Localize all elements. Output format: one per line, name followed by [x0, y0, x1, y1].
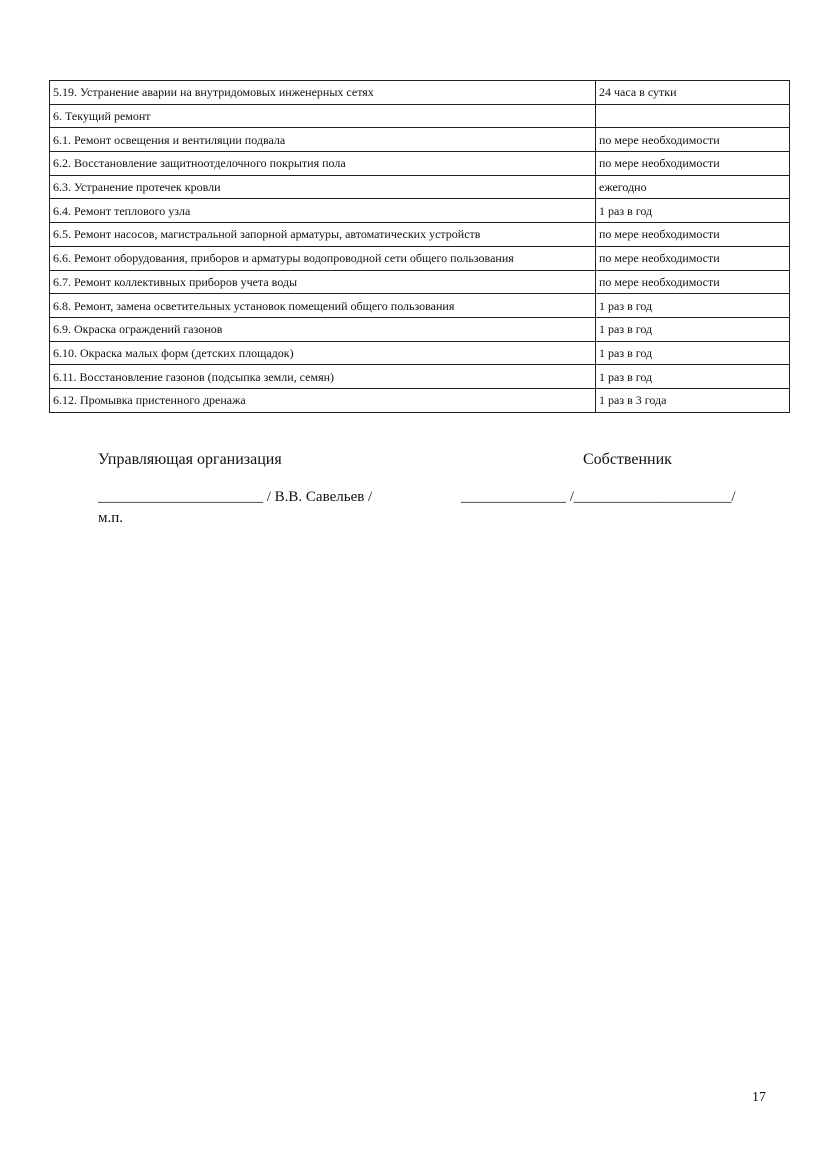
table-row: [50, 128, 790, 152]
work-cell: 6.7. Ремонт коллективных приборов учета воды: [50, 270, 596, 294]
frequency-cell: 1 раз в 3 года: [596, 388, 790, 412]
management-signature-line: ______________________ / В.В. Савельев /: [98, 489, 373, 505]
frequency-cell: 1 раз в год: [596, 341, 790, 365]
table-row: [50, 175, 790, 199]
table-row: [50, 223, 790, 247]
frequency-cell: [596, 104, 790, 128]
frequency-cell: по мере необходимости: [596, 223, 790, 247]
table-row: [50, 152, 790, 176]
work-cell: 6. Текущий ремонт: [50, 104, 596, 128]
frequency-cell: ежегодно: [596, 175, 790, 199]
frequency-cell: 24 часа в сутки: [596, 81, 790, 105]
maintenance-schedule-table: [49, 80, 790, 413]
frequency-cell: 1 раз в год: [596, 199, 790, 223]
owner-signature-line: ______________ /_____________________/: [461, 489, 736, 505]
table-row: [50, 341, 790, 365]
work-cell: 6.10. Окраска малых форм (детских площадок): [50, 341, 596, 365]
work-cell: 6.5. Ремонт насосов, магистральной запорной арматуры, автоматических устройств: [50, 223, 596, 247]
owner-heading: Собственник: [583, 451, 672, 468]
table-row: [50, 365, 790, 389]
work-cell: 6.11. Восстановление газонов (подсыпка земли, семян): [50, 365, 596, 389]
frequency-cell: по мере необходимости: [596, 128, 790, 152]
work-cell: 6.12. Промывка пристенного дренажа: [50, 388, 596, 412]
frequency-cell: 1 раз в год: [596, 294, 790, 318]
frequency-cell: по мере необходимости: [596, 270, 790, 294]
work-cell: 6.3. Устранение протечек кровли: [50, 175, 596, 199]
work-cell: 6.2. Восстановление защитноотделочного покрытия пола: [50, 152, 596, 176]
stamp-place-note: м.п.: [98, 510, 124, 526]
management-org-heading: Управляющая организация: [98, 451, 282, 468]
table-row: [50, 81, 790, 105]
work-cell: 6.4. Ремонт теплового узла: [50, 199, 596, 223]
frequency-cell: 1 раз в год: [596, 317, 790, 341]
frequency-cell: по мере необходимости: [596, 152, 790, 176]
work-cell: 5.19. Устранение аварии на внутридомовых инженерных сетях: [50, 81, 596, 105]
work-cell: 6.1. Ремонт освещения и вентиляции подвала: [50, 128, 596, 152]
page-number: 17: [752, 1090, 766, 1105]
work-cell: 6.6. Ремонт оборудования, приборов и арматуры водопроводной сети общего пользования: [50, 246, 596, 270]
table-row: [50, 317, 790, 341]
work-cell: 6.8. Ремонт, замена осветительных установок помещений общего пользования: [50, 294, 596, 318]
table-row: [50, 270, 790, 294]
table-row: [50, 246, 790, 270]
frequency-cell: по мере необходимости: [596, 246, 790, 270]
table-row: [50, 199, 790, 223]
table-row: [50, 388, 790, 412]
frequency-cell: 1 раз в год: [596, 365, 790, 389]
work-cell: 6.9. Окраска ограждений газонов: [50, 317, 596, 341]
table-row: [50, 104, 790, 128]
table-row: [50, 294, 790, 318]
